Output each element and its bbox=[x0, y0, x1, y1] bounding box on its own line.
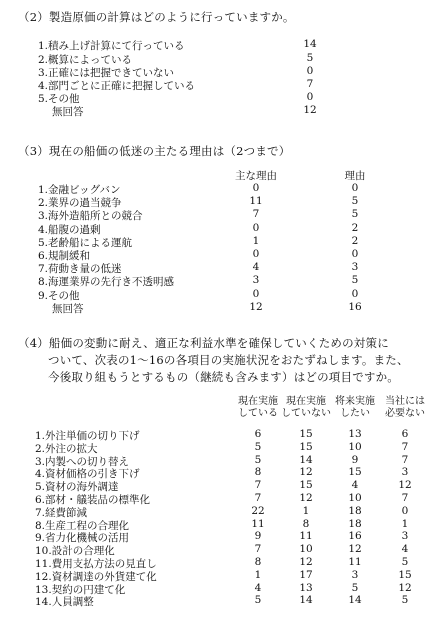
q3-item-label: 1.金融ビッグバン bbox=[38, 184, 121, 196]
q4-item-value: 17 bbox=[299, 568, 313, 581]
q4-item-value: 10 bbox=[348, 440, 362, 453]
q3-item-value: 0 bbox=[252, 287, 260, 300]
q4-item-value: 4 bbox=[351, 479, 359, 492]
q4-item-label: 14.人員調整 bbox=[35, 596, 94, 609]
q3-item-value: 2 bbox=[351, 234, 359, 247]
q3-item-value: 0 bbox=[351, 182, 359, 194]
q4-item-value: 6 bbox=[401, 428, 409, 440]
q3-item-value: 5 bbox=[351, 208, 359, 221]
q4-column-header: 現在実施 bbox=[286, 396, 326, 407]
q4-item-value: 15 bbox=[299, 428, 313, 440]
q4-item-label: 7.経費節減 bbox=[35, 506, 88, 519]
q4-item-value: 9 bbox=[254, 530, 262, 543]
q4-item-value: 5 bbox=[401, 556, 409, 568]
q4-item-value: 7 bbox=[401, 440, 409, 453]
q3-column-header: 主な理由 bbox=[235, 170, 277, 182]
q4-item-value: 22 bbox=[251, 504, 265, 517]
q4-title-line: （4）船価の変動に耐え、適正な利益水準を確保していくための対策に bbox=[18, 336, 389, 350]
q4-item-label: 8.生産工程の合理化 bbox=[35, 519, 130, 532]
q4-column-header: 必要ない bbox=[385, 408, 425, 419]
q2-item-label: 3.正確には把握できていない bbox=[38, 67, 175, 79]
q3-item-label: 無回答 bbox=[52, 302, 84, 315]
q3-item-label: 3.海外造船所との競合 bbox=[38, 210, 143, 223]
q3-item-label: 8.海運業界の先行き不透明感 bbox=[38, 276, 175, 289]
q4-item-value: 12 bbox=[348, 543, 362, 556]
q3-item-value: 3 bbox=[252, 274, 260, 287]
q4-item-value: 7 bbox=[401, 492, 409, 504]
q4-item-label: 4.資材価格の引き下げ bbox=[35, 468, 140, 481]
q3-title: （3）現在の船価の低迷の主たる理由は（2つまで） bbox=[18, 144, 291, 158]
q2-title: （2）製造原価の計算はどのように行っていますか。 bbox=[18, 10, 295, 24]
q4-column-header: している bbox=[238, 408, 278, 419]
q2-item-value: 14 bbox=[303, 38, 317, 50]
q4-item-value: 5 bbox=[254, 453, 262, 466]
q4-item-value: 7 bbox=[254, 543, 262, 556]
q3-item-value: 4 bbox=[252, 261, 260, 274]
q4-item-value: 5 bbox=[351, 581, 359, 594]
q4-item-value: 7 bbox=[254, 479, 262, 492]
q3-item-value: 0 bbox=[351, 287, 359, 300]
q4-item-value: 11 bbox=[251, 517, 265, 530]
q3-item-value: 12 bbox=[249, 300, 263, 313]
q4-item-value: 11 bbox=[348, 556, 362, 568]
q4-item-value: 1 bbox=[254, 568, 262, 581]
q4-item-value: 5 bbox=[401, 594, 409, 607]
q3-item-value: 11 bbox=[249, 195, 263, 208]
q4-item-value: 9 bbox=[351, 453, 359, 466]
q4-item-value: 8 bbox=[254, 466, 262, 479]
q3-item-value: 5 bbox=[351, 195, 359, 208]
q3-item-label: 4.船腹の過剰 bbox=[38, 223, 101, 236]
q3-column-header: 理由 bbox=[344, 170, 366, 182]
q4-item-value: 15 bbox=[348, 466, 362, 479]
q4-item-value: 12 bbox=[299, 466, 313, 479]
q4-item-label: 2.外注の拡大 bbox=[35, 442, 98, 455]
q3-item-label: 5.老齢船による運航 bbox=[38, 236, 133, 249]
q4-column-header: したい bbox=[340, 408, 370, 419]
q4-title-line: 今後取り組もうとするもの（継続も含みます）はどの項目ですか。 bbox=[48, 370, 399, 384]
q4-item-value: 6 bbox=[254, 428, 262, 440]
q4-item-value: 12 bbox=[299, 556, 313, 568]
q4-item-label: 13.契約の円建て化 bbox=[35, 583, 126, 596]
q4-item-value: 12 bbox=[299, 492, 313, 504]
q4-item-value: 3 bbox=[351, 568, 359, 581]
q3-item-value: 0 bbox=[252, 221, 260, 234]
q4-item-value: 12 bbox=[398, 581, 412, 594]
q4-item-value: 13 bbox=[348, 428, 362, 440]
q4-item-value: 1 bbox=[401, 517, 409, 530]
q2-item-label: 2.概算によっている bbox=[38, 54, 133, 66]
q4-item-value: 12 bbox=[398, 479, 412, 492]
q4-item-value: 5 bbox=[254, 594, 262, 607]
q4-item-value: 7 bbox=[401, 453, 409, 466]
q4-column-header: 当社には bbox=[385, 396, 425, 407]
q4-item-value: 15 bbox=[398, 568, 412, 581]
q4-column-header: 現在実施 bbox=[238, 396, 278, 407]
q4-item-value: 5 bbox=[254, 440, 262, 453]
q4-item-value: 3 bbox=[401, 466, 409, 479]
q4-item-value: 4 bbox=[401, 543, 409, 556]
q4-item-value: 14 bbox=[348, 594, 362, 607]
q3-item-value: 0 bbox=[252, 182, 260, 194]
q3-item-label: 6.規制緩和 bbox=[38, 250, 91, 262]
q4-item-value: 8 bbox=[302, 517, 310, 530]
q3-item-value: 5 bbox=[351, 274, 359, 287]
q4-item-label: 3.内製への切り替え bbox=[35, 455, 130, 468]
q4-item-value: 18 bbox=[348, 517, 362, 530]
q3-item-value: 3 bbox=[351, 261, 359, 274]
q3-item-value: 2 bbox=[351, 221, 359, 234]
q2-item-label: 4.部門ごとに正確に把握している bbox=[38, 80, 196, 92]
q2-item-value: 7 bbox=[306, 78, 314, 90]
q4-title-line: ついて、次表の1～16の各項目の実施状況をおたずねします。また、 bbox=[48, 353, 409, 367]
q4-item-label: 5.資材の海外調達 bbox=[35, 481, 119, 494]
q4-item-value: 18 bbox=[348, 504, 362, 517]
q3-item-label: 9.その他 bbox=[38, 289, 80, 302]
q4-item-label: 12.資材調達の外貨建て化 bbox=[35, 570, 157, 583]
q2-item-value: 5 bbox=[306, 52, 314, 64]
q4-item-label: 1.外注単価の切り下げ bbox=[35, 430, 140, 442]
q3-item-value: 1 bbox=[252, 234, 260, 247]
q4-item-value: 16 bbox=[348, 530, 362, 543]
q2-item-value: 0 bbox=[306, 91, 314, 103]
q4-item-label: 9.省力化機械の活用 bbox=[35, 532, 130, 545]
q4-item-label: 10.設計の合理化 bbox=[35, 545, 115, 558]
q4-item-value: 13 bbox=[299, 581, 313, 594]
q2-item-label: 5.その他 bbox=[38, 93, 80, 105]
q4-column-header: していない bbox=[281, 408, 331, 419]
q4-item-value: 8 bbox=[254, 556, 262, 568]
q4-item-value: 14 bbox=[299, 453, 313, 466]
q2-item-value: 12 bbox=[303, 104, 317, 116]
q4-item-value: 15 bbox=[299, 440, 313, 453]
q4-item-label: 6.部材・艤装品の標準化 bbox=[35, 494, 151, 506]
q4-item-value: 11 bbox=[299, 530, 313, 543]
q4-item-value: 15 bbox=[299, 479, 313, 492]
q3-item-label: 2.業界の過当競争 bbox=[38, 197, 122, 210]
q4-item-value: 3 bbox=[401, 530, 409, 543]
q3-item-value: 7 bbox=[252, 208, 260, 221]
q3-item-value: 0 bbox=[351, 248, 359, 260]
q2-item-label: 無回答 bbox=[52, 106, 84, 118]
q4-item-value: 0 bbox=[401, 504, 409, 517]
q4-item-value: 1 bbox=[302, 504, 310, 517]
q4-item-value: 4 bbox=[254, 581, 262, 594]
q4-item-value: 10 bbox=[348, 492, 362, 504]
q2-item-value: 0 bbox=[306, 65, 314, 77]
q3-item-value: 0 bbox=[252, 248, 260, 260]
q4-item-value: 7 bbox=[254, 492, 262, 504]
q4-item-label: 11.費用支払方法の見直し bbox=[35, 558, 157, 570]
q4-item-value: 14 bbox=[299, 594, 313, 607]
q3-item-label: 7.荷動き量の低迷 bbox=[38, 263, 122, 276]
q2-item-label: 1.積み上げ計算にて行っている bbox=[38, 40, 185, 52]
q4-column-header: 将来実施 bbox=[335, 396, 375, 407]
q4-item-value: 10 bbox=[299, 543, 313, 556]
q3-item-value: 16 bbox=[348, 300, 362, 313]
